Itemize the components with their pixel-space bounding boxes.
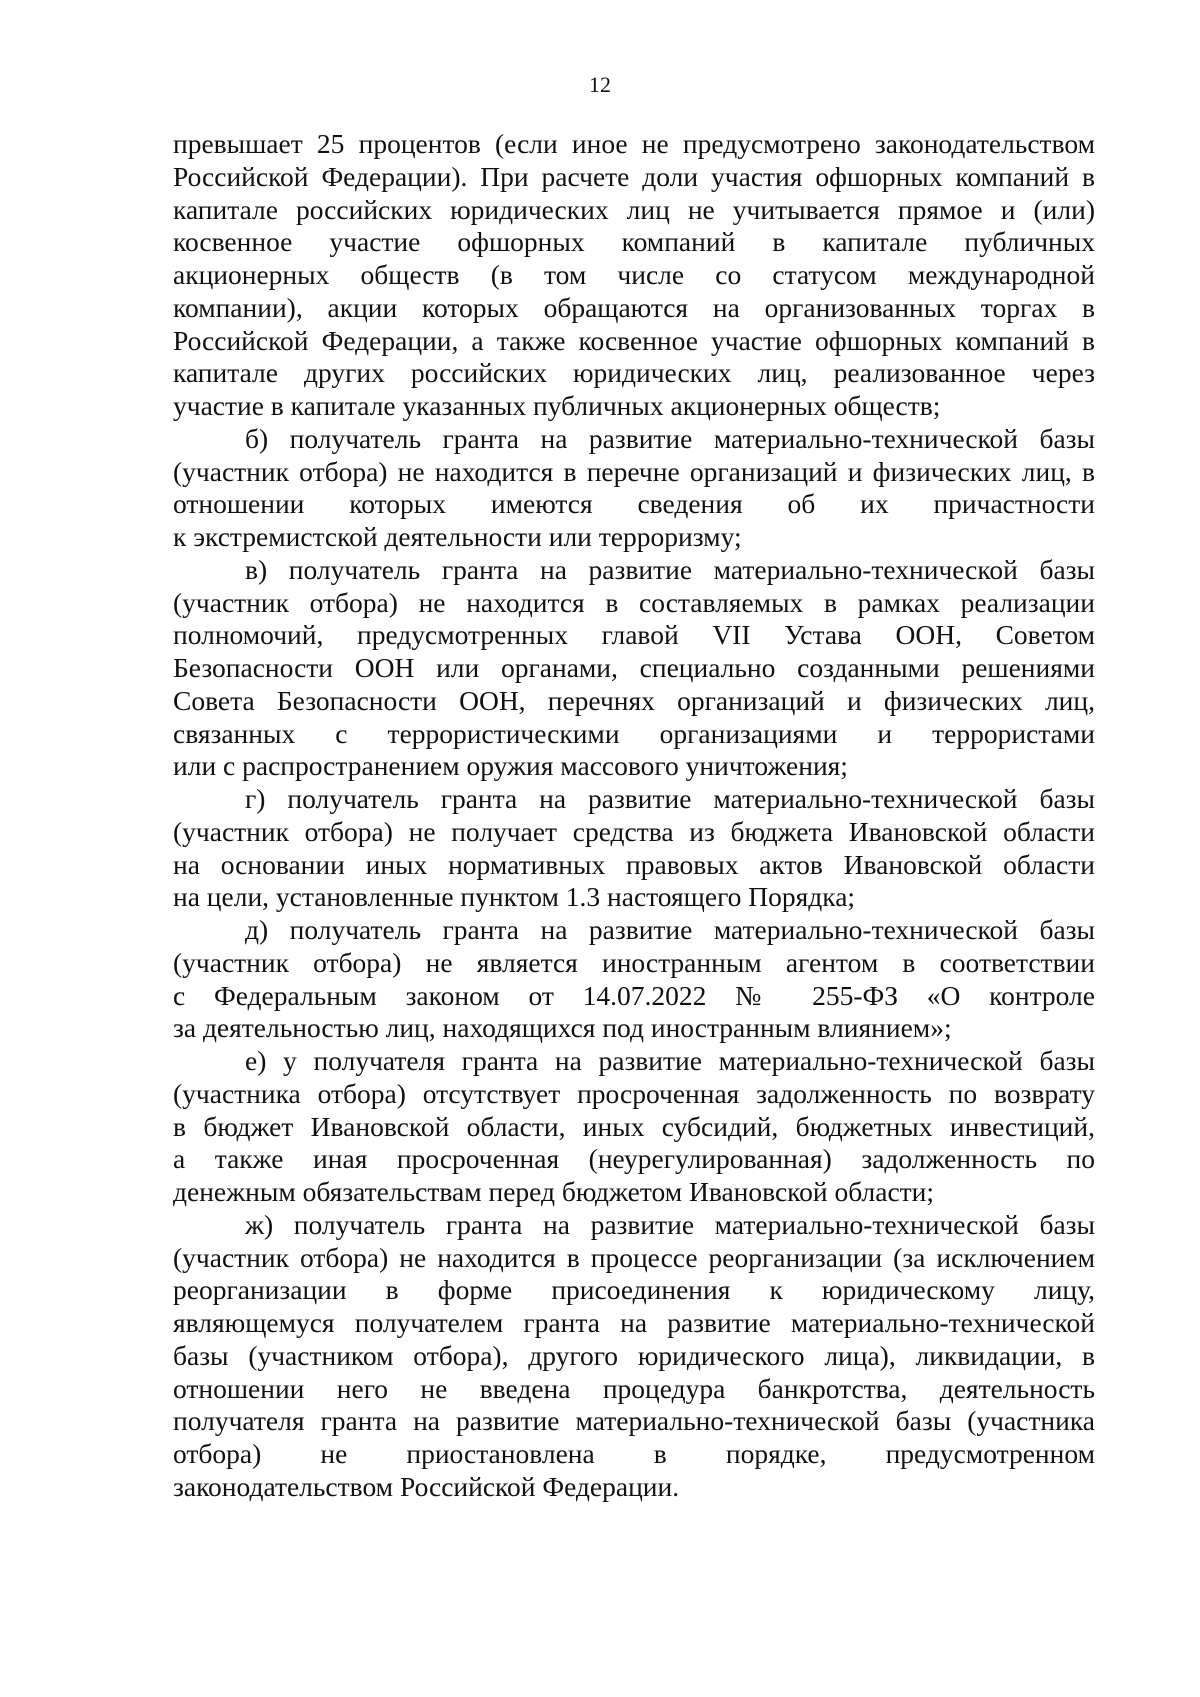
- text-line: на цели, установленные пунктом 1.3 настоящего Порядка;: [173, 881, 856, 913]
- text-line: акционерных обществ (в том числе со статусом международной: [173, 259, 1095, 290]
- text-line: Безопасности ООН или органами, специально созданными решениями: [173, 652, 1095, 683]
- text-line: или с распространением оружия массового уничтожения;: [173, 750, 848, 782]
- text-line: Российской Федерации). При расчете доли участия офшорных компаний в: [173, 160, 1095, 192]
- text-line: а также иная просроченная (неурегулированная) задолженность по: [173, 1143, 1095, 1175]
- text-line: Российской Федерации, а также косвенное участие офшорных компаний в: [173, 324, 1095, 356]
- text-line: д) получатель гранта на развитие материально-технической базы: [245, 914, 1095, 945]
- text-line: законодательством Российской Федерации.: [173, 1470, 680, 1502]
- text-line: (участник отбора) не находится в процессе реорганизации (за исключением: [173, 1241, 1095, 1273]
- text-line: отношении него не введена процедура банкротства, деятельность: [173, 1372, 1095, 1404]
- text-line: в бюджет Ивановской области, иных субсидий, бюджетных инвестиций,: [173, 1110, 1095, 1142]
- paragraph-d: [173, 914, 1095, 1045]
- text-line: (участник отбора) не находится в перечне организаций и физических лиц, в: [173, 455, 1095, 487]
- document-body: [173, 128, 1095, 1504]
- paragraph-b: [173, 423, 1095, 554]
- text-line: денежным обязательствам перед бюджетом Ивановской области;: [173, 1176, 935, 1207]
- paragraph-e: [173, 1045, 1095, 1209]
- text-line: (участника отбора) отсутствует просроченная задолженность по возврату: [173, 1077, 1095, 1109]
- text-line: за деятельностью лиц, находящихся под иностранным влиянием»;: [173, 1012, 952, 1044]
- text-line: ж) получатель гранта на развитие материально-технической базы: [245, 1208, 1095, 1240]
- text-line: Совета Безопасности ООН, перечнях организаций и физических лиц,: [173, 684, 1095, 716]
- text-line: в) получатель гранта на развитие материально-технической базы: [245, 553, 1095, 585]
- text-line: (участник отбора) не получает средства из бюджета Ивановской области: [173, 815, 1095, 847]
- text-line: являющемуся получателем гранта на развитие материально-технической: [173, 1307, 1095, 1338]
- text-line: отношении которых имеются сведения об их причастности: [173, 488, 1095, 520]
- text-line: г) получатель гранта на развитие материально-технической базы: [245, 783, 1095, 814]
- paragraph-zh: [173, 1209, 1095, 1504]
- text-line: связанных с террористическими организациями и террористами: [173, 717, 1095, 749]
- text-line: отбора) не приостановлена в порядке, предусмотренном: [173, 1438, 1095, 1469]
- text-line: капитале российских юридических лиц не учитывается прямое и (или): [173, 193, 1095, 225]
- text-line: компании), акции которых обращаются на организованных торгах в: [173, 291, 1095, 323]
- text-line: участие в капитале указанных публичных акционерных обществ;: [173, 390, 941, 421]
- text-line: на основании иных нормативных правовых актов Ивановской области: [173, 848, 1095, 880]
- text-line: получателя гранта на развитие материально-технической базы (участника: [173, 1405, 1095, 1437]
- text-line: базы (участником отбора), другого юридического лица), ликвидации, в: [173, 1339, 1095, 1371]
- text-line: к экстремистской деятельности или терроризму;: [173, 521, 742, 552]
- page-number: 12: [589, 72, 611, 97]
- paragraph-intro: [173, 128, 1095, 423]
- text-line: (участник отбора) не находится в составляемых в рамках реализации: [173, 586, 1095, 618]
- text-line: б) получатель гранта на развитие материально-технической базы: [245, 422, 1095, 454]
- text-line: превышает 25 процентов (если иное не предусмотрено законодательством: [173, 128, 1095, 159]
- text-line: капитале других российских юридических лиц, реализованное через: [173, 357, 1095, 389]
- text-line: полномочий, предусмотренных главой VII Устава ООН, Советом: [173, 619, 1095, 651]
- text-line: (участник отбора) не является иностранным агентом в соответствии: [173, 946, 1095, 978]
- paragraph-g: [173, 783, 1095, 914]
- text-line: реорганизации в форме присоединения к юридическому лицу,: [173, 1274, 1095, 1306]
- text-line: с Федеральным законом от 14.07.2022 № 255-ФЗ «О контроле: [173, 979, 1095, 1011]
- text-line: косвенное участие офшорных компаний в капитале публичных: [173, 226, 1095, 258]
- paragraph-v: [173, 554, 1095, 783]
- text-line: е) у получателя гранта на развитие материально-технической базы: [245, 1045, 1095, 1076]
